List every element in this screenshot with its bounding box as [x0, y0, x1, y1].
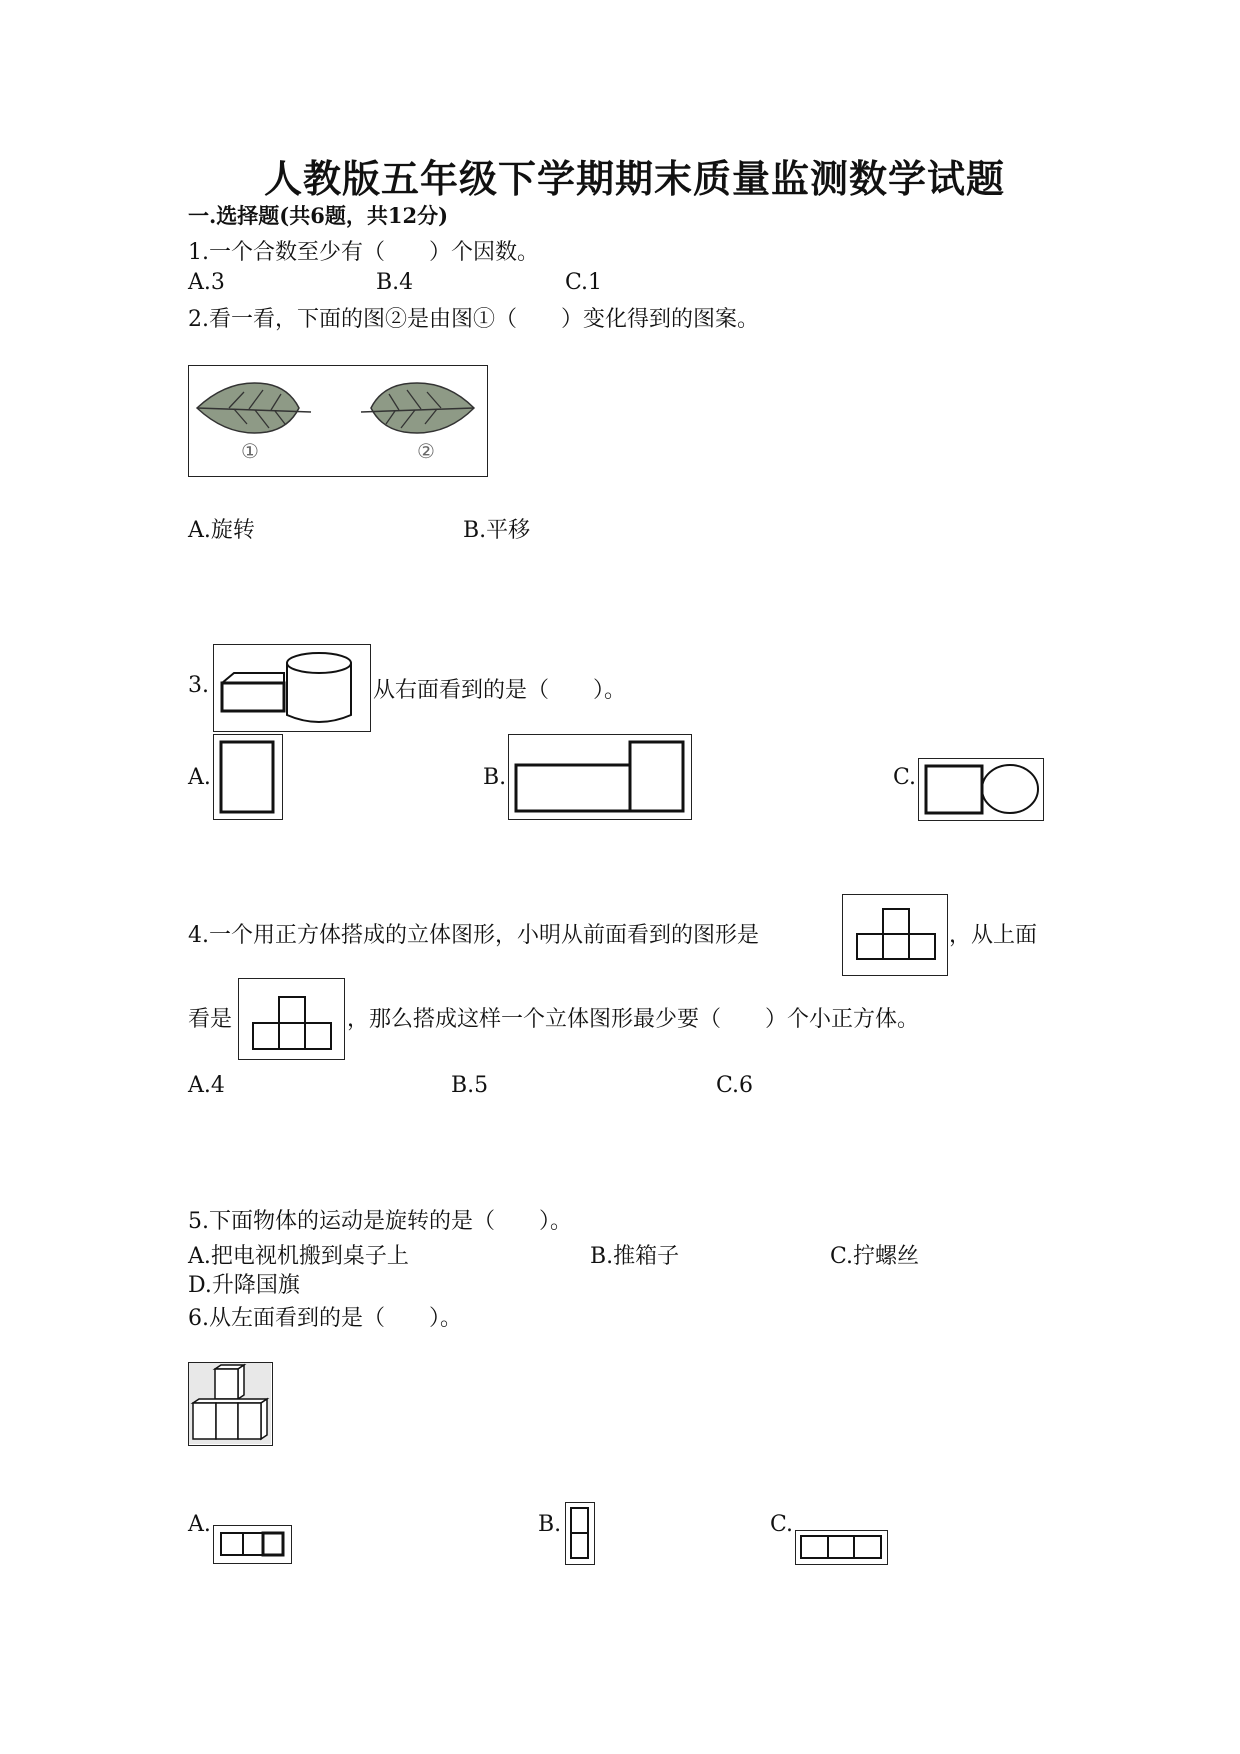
q6-cubes-figure	[188, 1362, 273, 1446]
q6-option-c-figure[interactable]	[795, 1530, 888, 1565]
q3-text: 从右面看到的是（ ）。	[373, 678, 627, 703]
q2-option-b[interactable]: B.平移	[463, 518, 531, 543]
leaf-1-icon	[197, 383, 311, 433]
q6-option-c[interactable]: C.	[770, 1512, 794, 1537]
q5-option-b[interactable]: B.推箱子	[590, 1244, 680, 1269]
page-title: 人教版五年级下学期期末质量监测数学试题	[264, 156, 1006, 201]
q4-front-view-figure	[842, 894, 948, 976]
q4-option-a[interactable]: A.4	[188, 1073, 225, 1098]
q6-option-a-figure[interactable]	[213, 1525, 292, 1564]
q4-text-2: ，从上面	[949, 923, 1038, 948]
q1-text: 1.一个合数至少有（ ）个因数。	[188, 240, 539, 265]
q5-text: 5.下面物体的运动是旋转的是（ ）。	[188, 1209, 572, 1234]
q1-option-b[interactable]: B.4	[376, 270, 414, 295]
q4-top-view-figure	[238, 978, 345, 1060]
leaf-2-icon	[361, 383, 474, 433]
q2-option-a[interactable]: A.旋转	[188, 518, 255, 543]
section-heading: 一.选择题(共6题，共12分)	[188, 203, 449, 228]
q6-text: 6.从左面看到的是（ ）。	[188, 1306, 462, 1331]
q4-text-3: 看是	[188, 1007, 233, 1032]
q6-option-a[interactable]: A.	[188, 1512, 211, 1537]
leaf-1-label: ①	[241, 439, 259, 463]
q4-text-1: 4.一个用正方体搭成的立体图形，小明从前面看到的图形是	[188, 923, 759, 948]
q5-option-a[interactable]: A.把电视机搬到桌子上	[188, 1244, 409, 1269]
q3-solid-figure	[213, 644, 371, 732]
q3-number: 3.	[188, 673, 209, 698]
q4-text-4: ，那么搭成这样一个立体图形最少要（ ）个小正方体。	[347, 1007, 920, 1032]
q3-option-c-figure[interactable]	[918, 758, 1044, 821]
q5-option-d[interactable]: D.升降国旗	[188, 1273, 300, 1298]
q3-option-a-figure[interactable]	[213, 734, 283, 820]
q3-option-a[interactable]: A.	[188, 765, 211, 790]
q3-option-b-figure[interactable]	[508, 734, 692, 820]
q4-option-c[interactable]: C.6	[716, 1073, 754, 1098]
leaf-2-label: ②	[417, 439, 435, 463]
q1-option-a[interactable]: A.3	[188, 270, 225, 295]
q3-option-c[interactable]: C.	[893, 765, 917, 790]
q1-option-c[interactable]: C.1	[565, 270, 603, 295]
q2-leaf-figure	[188, 365, 488, 477]
q6-option-b-figure[interactable]	[565, 1502, 595, 1565]
q2-text: 2.看一看，下面的图②是由图①（ ）变化得到的图案。	[188, 307, 759, 332]
q3-option-b[interactable]: B.	[483, 765, 507, 790]
q5-option-c[interactable]: C.拧螺丝	[830, 1244, 920, 1269]
q4-option-b[interactable]: B.5	[451, 1073, 489, 1098]
q6-option-b[interactable]: B.	[538, 1512, 562, 1537]
